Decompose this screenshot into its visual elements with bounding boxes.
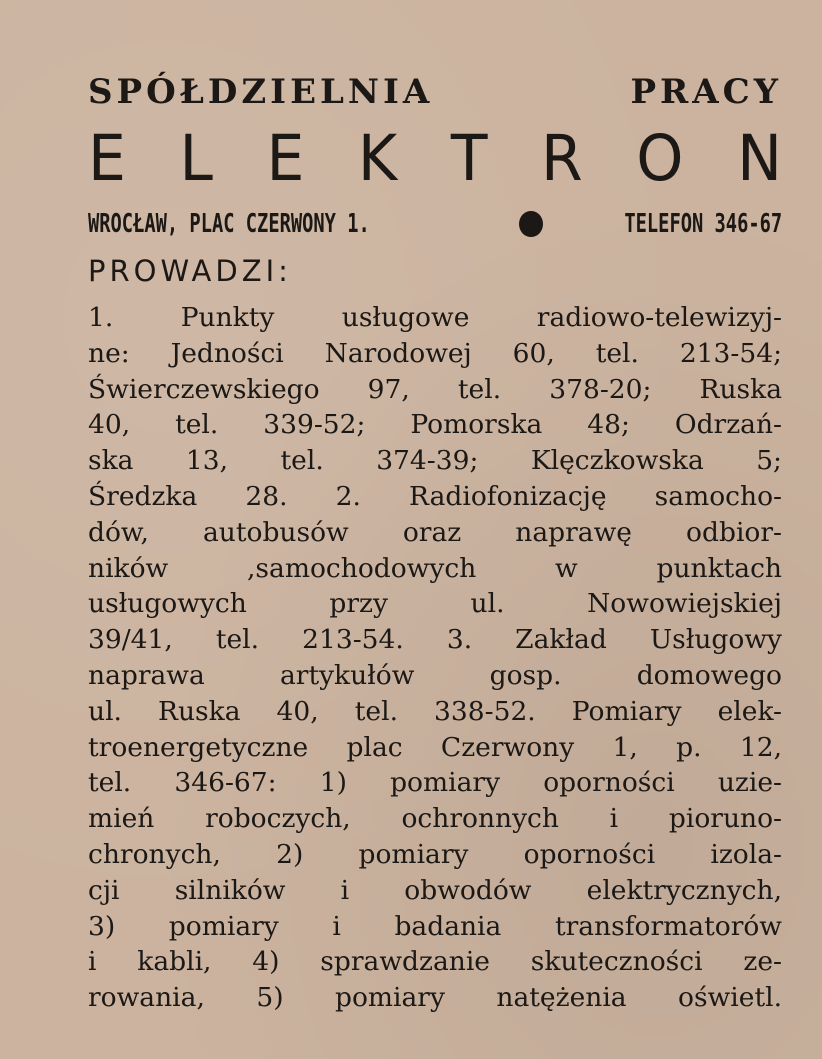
cooperative-title: SPÓŁDZIELNIA PRACY [88, 72, 782, 112]
brand-name [88, 122, 782, 196]
bullet-icon [519, 211, 543, 237]
text-line: ników ,samochodowych w punktach [88, 552, 782, 584]
contact-line [88, 202, 782, 246]
services-heading: PROWADZI: [88, 254, 292, 288]
text-line: mień roboczych, ochronnych i pioruno- [88, 803, 782, 835]
text-line: naprawa artykułów gosp. domowego [88, 659, 782, 691]
text-line: cji silników i obwodów elektrycznych, [88, 874, 782, 906]
brand-letter: E [266, 122, 305, 196]
text-line: 40, tel. 339-52; Pomorska 48; Odrzań- [88, 409, 782, 441]
brand-letter: N [737, 122, 782, 196]
text-line: ne: Jedności Narodowej 60, tel. 213-54; [88, 337, 782, 369]
text-line: ska 13, tel. 374-39; Klęczkowska 5; [88, 445, 782, 477]
text-line: Świerczewskiego 97, tel. 378-20; Ruska [88, 373, 782, 405]
text-line: tel. 346-67: 1) pomiary oporności uzie- [88, 767, 782, 799]
text-line: usługowych przy ul. Nowowiejskiej [88, 588, 782, 620]
brand-letter: L [179, 122, 213, 196]
telephone: TELEFON 346-67 [624, 209, 782, 239]
text-line: 1. Punkty usługowe radiowo-telewizyj- [88, 302, 782, 333]
brand-letter: T [450, 122, 488, 196]
brand-letter: R [541, 122, 583, 196]
brand-letter: O [636, 122, 684, 196]
text-line: i kabli, 4) sprawdzanie skuteczności ze- [88, 946, 782, 978]
text-line: rowania, 5) pomiary natężenia oświetl. [88, 982, 782, 1014]
brand-letter: E [88, 122, 126, 196]
address: WROCŁAW, PLAC CZERWONY 1. [88, 209, 370, 239]
text-line: chronych, 2) pomiary oporności izola- [88, 838, 782, 870]
text-line: troenergetyczne plac Czerwony 1, p. 12, [88, 731, 782, 763]
text-line: 3) pomiary i badania transformatorów [88, 910, 782, 942]
text-line: dów, autobusów oraz naprawę odbior- [88, 516, 782, 548]
text-line: 39/41, tel. 213-54. 3. Zakład Usługowy [88, 624, 782, 656]
text-line: ul. Ruska 40, tel. 338-52. Pomiary elek- [88, 695, 782, 727]
text-line: Średzka 28. 2. Radiofonizację samocho- [88, 480, 782, 512]
brand-letter: K [357, 122, 398, 196]
advertisement [88, 66, 782, 1016]
services-text [88, 300, 782, 1016]
